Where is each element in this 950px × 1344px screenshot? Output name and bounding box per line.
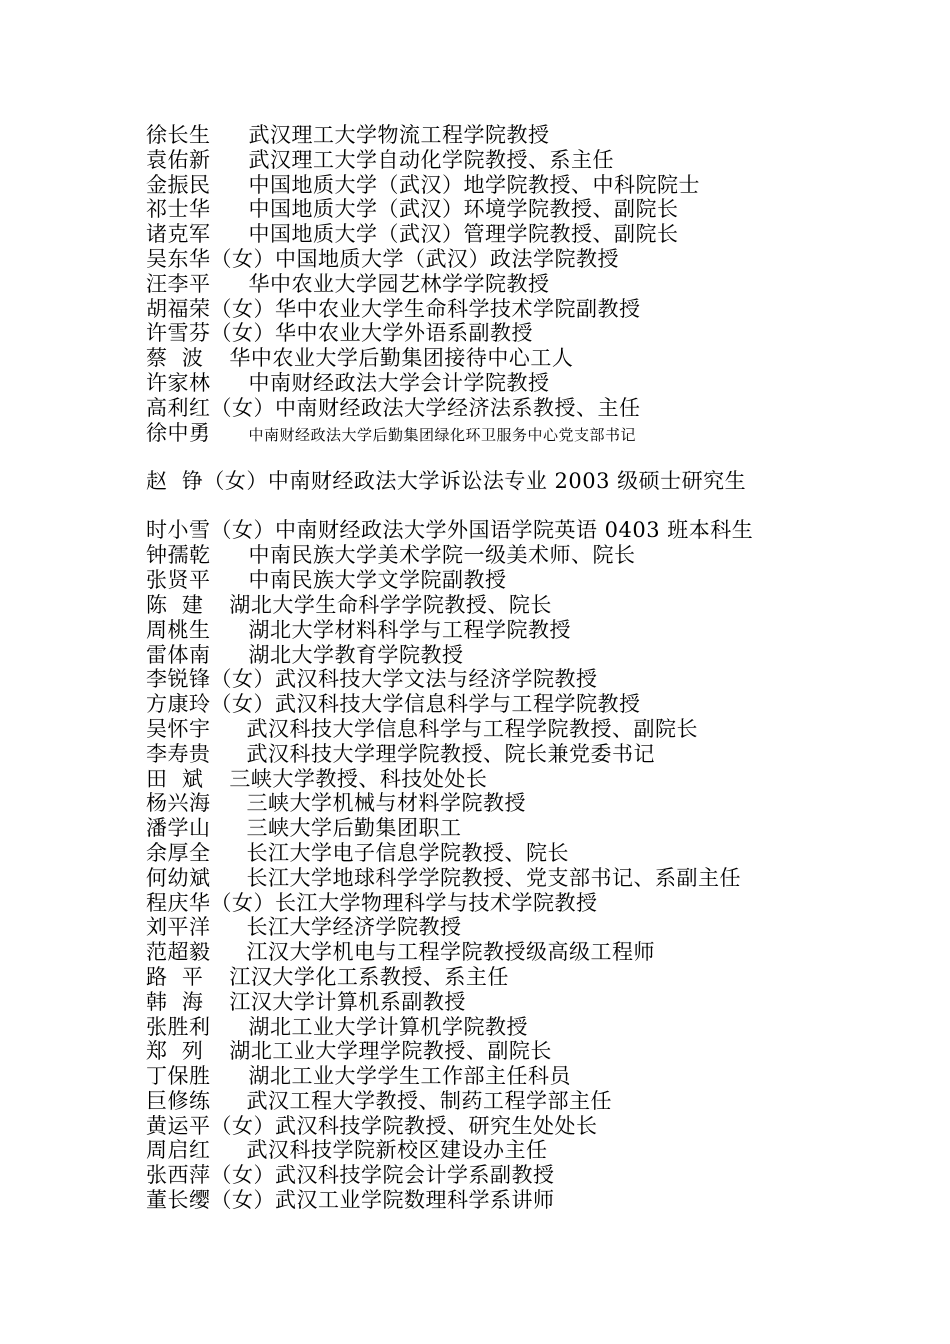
person-affiliation: 华中农业大学外语系副教授: [275, 321, 533, 346]
person-affiliation: 武汉理工大学自动化学院教授、系主任: [248, 147, 614, 172]
person-affiliation: 湖北大学生命科学学院教授、院长: [229, 592, 552, 617]
person-name: 张贤平: [146, 568, 211, 593]
list-item: [146, 445, 866, 494]
person-affiliation: 武汉科技大学理学院教授、院长兼党委书记: [246, 741, 655, 766]
list-item: [146, 1015, 866, 1040]
person-affiliation: 中南财经政法大学会计学院教授: [248, 370, 550, 395]
person-name: 余厚全: [146, 840, 211, 865]
list-item: [146, 618, 866, 643]
person-name: 李寿贵: [146, 741, 211, 766]
person-name: 金振民: [146, 172, 211, 197]
person-affiliation: 中国地质大学（武汉）环境学院教授、副院长: [248, 197, 679, 222]
person-name: 杨兴海: [146, 791, 211, 816]
person-affiliation: 中南财经政法大学外国语学院英语 0403 班本科生: [275, 518, 754, 543]
person-name: 陈 建: [146, 592, 204, 617]
list-item: [146, 568, 866, 593]
list-item: [146, 1188, 866, 1213]
person-name: 蔡 波: [146, 346, 204, 371]
list-item: [146, 742, 866, 767]
list-item: [146, 494, 866, 543]
person-name: 路 平: [146, 964, 204, 989]
list-item: [146, 692, 866, 717]
person-name: 范超毅: [146, 940, 211, 965]
list-item: [146, 297, 866, 322]
list-item: [146, 1163, 866, 1188]
list-item: [146, 816, 866, 841]
person-name: 郑 列: [146, 1039, 204, 1064]
person-name: 高利红（女）: [146, 395, 275, 420]
person-affiliation: 长江大学地球科学学院教授、党支部书记、系副主任: [246, 865, 741, 890]
person-affiliation: 中国地质大学（武汉）政法学院教授: [275, 246, 619, 271]
list-item: [146, 643, 866, 668]
list-item: [146, 990, 866, 1015]
person-name: 钟孺乾: [146, 543, 211, 568]
person-name: 徐长生: [146, 123, 211, 147]
person-affiliation: 江汉大学计算机系副教授: [229, 989, 466, 1014]
list-item: [146, 543, 866, 568]
person-affiliation: 中南财经政法大学诉讼法专业 2003 级硕士研究生: [267, 469, 747, 494]
person-affiliation: 中南民族大学文学院副教授: [248, 568, 507, 593]
list-item: [146, 148, 866, 173]
person-affiliation: 长江大学经济学院教授: [246, 915, 462, 940]
list-item: [146, 321, 866, 346]
person-name: 巨修练: [146, 1088, 211, 1113]
person-affiliation: 华中农业大学生命科学技术学院副教授: [275, 296, 641, 321]
list-item: [146, 222, 866, 247]
person-name: 丁保胜: [146, 1064, 211, 1089]
person-affiliation: 湖北大学教育学院教授: [248, 642, 464, 667]
list-item: [146, 767, 866, 792]
list-item: [146, 667, 866, 692]
person-name: 潘学山: [146, 816, 211, 841]
person-name: 胡福荣（女）: [146, 296, 275, 321]
person-name: 袁佑新: [146, 147, 211, 172]
person-affiliation: 武汉工业学院数理科学系讲师: [275, 1188, 555, 1213]
list-item: [146, 965, 866, 990]
person-name: 诸克军: [146, 222, 211, 247]
list-item: [146, 247, 866, 272]
list-item: [146, 197, 866, 222]
person-name: 时小雪（女）: [146, 518, 275, 543]
list-item: [146, 272, 866, 297]
person-affiliation: 湖北工业大学学生工作部主任科员: [248, 1064, 571, 1089]
list-item: [146, 841, 866, 866]
person-name: 李锐锋（女）: [146, 667, 275, 692]
person-affiliation: 武汉科技学院会计学系副教授: [275, 1163, 555, 1188]
person-name: 黄运平（女）: [146, 1113, 275, 1138]
person-name: 雷体南: [146, 642, 211, 667]
person-name: 刘平洋: [146, 915, 211, 940]
person-name: 周桃生: [146, 617, 211, 642]
person-affiliation: 武汉科技学院教授、研究生处处长: [275, 1113, 598, 1138]
person-affiliation: 武汉工程大学教授、制药工程学部主任: [246, 1088, 612, 1113]
person-name: 汪李平: [146, 271, 211, 296]
person-affiliation: 中南民族大学美术学院一级美术师、院长: [248, 543, 636, 568]
person-affiliation: 三峡大学机械与材料学院教授: [246, 791, 526, 816]
person-name: 吴东华（女）: [146, 246, 275, 271]
person-name: 张胜利: [146, 1014, 211, 1039]
person-affiliation: 中国地质大学（武汉）地学院教授、中科院院士: [248, 172, 700, 197]
person-affiliation: 华中农业大学园艺林学学院教授: [248, 271, 550, 296]
list-item: [146, 1114, 866, 1139]
person-affiliation: 湖北工业大学计算机学院教授: [248, 1014, 528, 1039]
list-item: [146, 173, 866, 198]
person-affiliation: 湖北工业大学理学院教授、副院长: [229, 1039, 552, 1064]
personnel-list: [146, 123, 866, 1213]
list-item: [146, 123, 866, 148]
list-item: [146, 915, 866, 940]
person-name: 程庆华（女）: [146, 890, 275, 915]
list-item: [146, 593, 866, 618]
list-item: [146, 791, 866, 816]
list-item: [146, 1089, 866, 1114]
person-name: 吴怀宇: [146, 716, 211, 741]
person-affiliation: 江汉大学机电与工程学院教授级高级工程师: [246, 940, 655, 965]
person-name: 许雪芬（女）: [146, 321, 275, 346]
person-affiliation: 三峡大学教授、科技处处长: [229, 766, 488, 791]
person-affiliation: 武汉科技学院新校区建设办主任: [246, 1138, 548, 1163]
person-affiliation: 中南财经政法大学后勤集团绿化环卫服务中心党支部书记: [248, 425, 637, 444]
person-affiliation: 华中农业大学后勤集团接待中心工人: [229, 346, 574, 371]
person-name: 许家林: [146, 370, 211, 395]
person-affiliation: 江汉大学化工系教授、系主任: [229, 964, 509, 989]
list-item: [146, 1039, 866, 1064]
person-affiliation: 三峡大学后勤集团职工: [246, 816, 462, 841]
person-name: 田 斌: [146, 766, 204, 791]
list-item: [146, 346, 866, 371]
person-name: 祁士华: [146, 197, 211, 222]
list-item: [146, 1138, 866, 1163]
person-affiliation: 湖北大学材料科学与工程学院教授: [248, 617, 571, 642]
person-affiliation: 武汉科技大学文法与经济学院教授: [275, 667, 598, 692]
list-item: [146, 866, 866, 891]
person-affiliation: 武汉科技大学信息科学与工程学院教授: [275, 692, 641, 717]
list-item: [146, 396, 866, 421]
list-item: [146, 717, 866, 742]
person-name: 赵 铮（女）: [146, 469, 268, 494]
person-affiliation: 武汉科技大学信息科学与工程学院教授、副院长: [246, 716, 698, 741]
person-name: 张西萍（女）: [146, 1163, 275, 1188]
list-item: [146, 371, 866, 396]
person-affiliation: 中国地质大学（武汉）管理学院教授、副院长: [248, 222, 679, 247]
person-name: 何幼斌: [146, 865, 211, 890]
person-name: 董长缨（女）: [146, 1188, 275, 1213]
person-affiliation: 武汉理工大学物流工程学院教授: [248, 123, 550, 147]
list-item: [146, 1064, 866, 1089]
person-affiliation: 长江大学物理科学与技术学院教授: [275, 890, 598, 915]
person-affiliation: 中南财经政法大学经济法系教授、主任: [275, 395, 641, 420]
person-affiliation: 长江大学电子信息学院教授、院长: [246, 840, 569, 865]
person-name: 周启红: [146, 1138, 211, 1163]
list-item: [146, 940, 866, 965]
list-item: [146, 891, 866, 916]
person-name: 方康玲（女）: [146, 692, 275, 717]
person-name: 徐中勇: [146, 420, 211, 445]
list-item: [146, 421, 866, 446]
person-name: 韩 海: [146, 989, 204, 1014]
